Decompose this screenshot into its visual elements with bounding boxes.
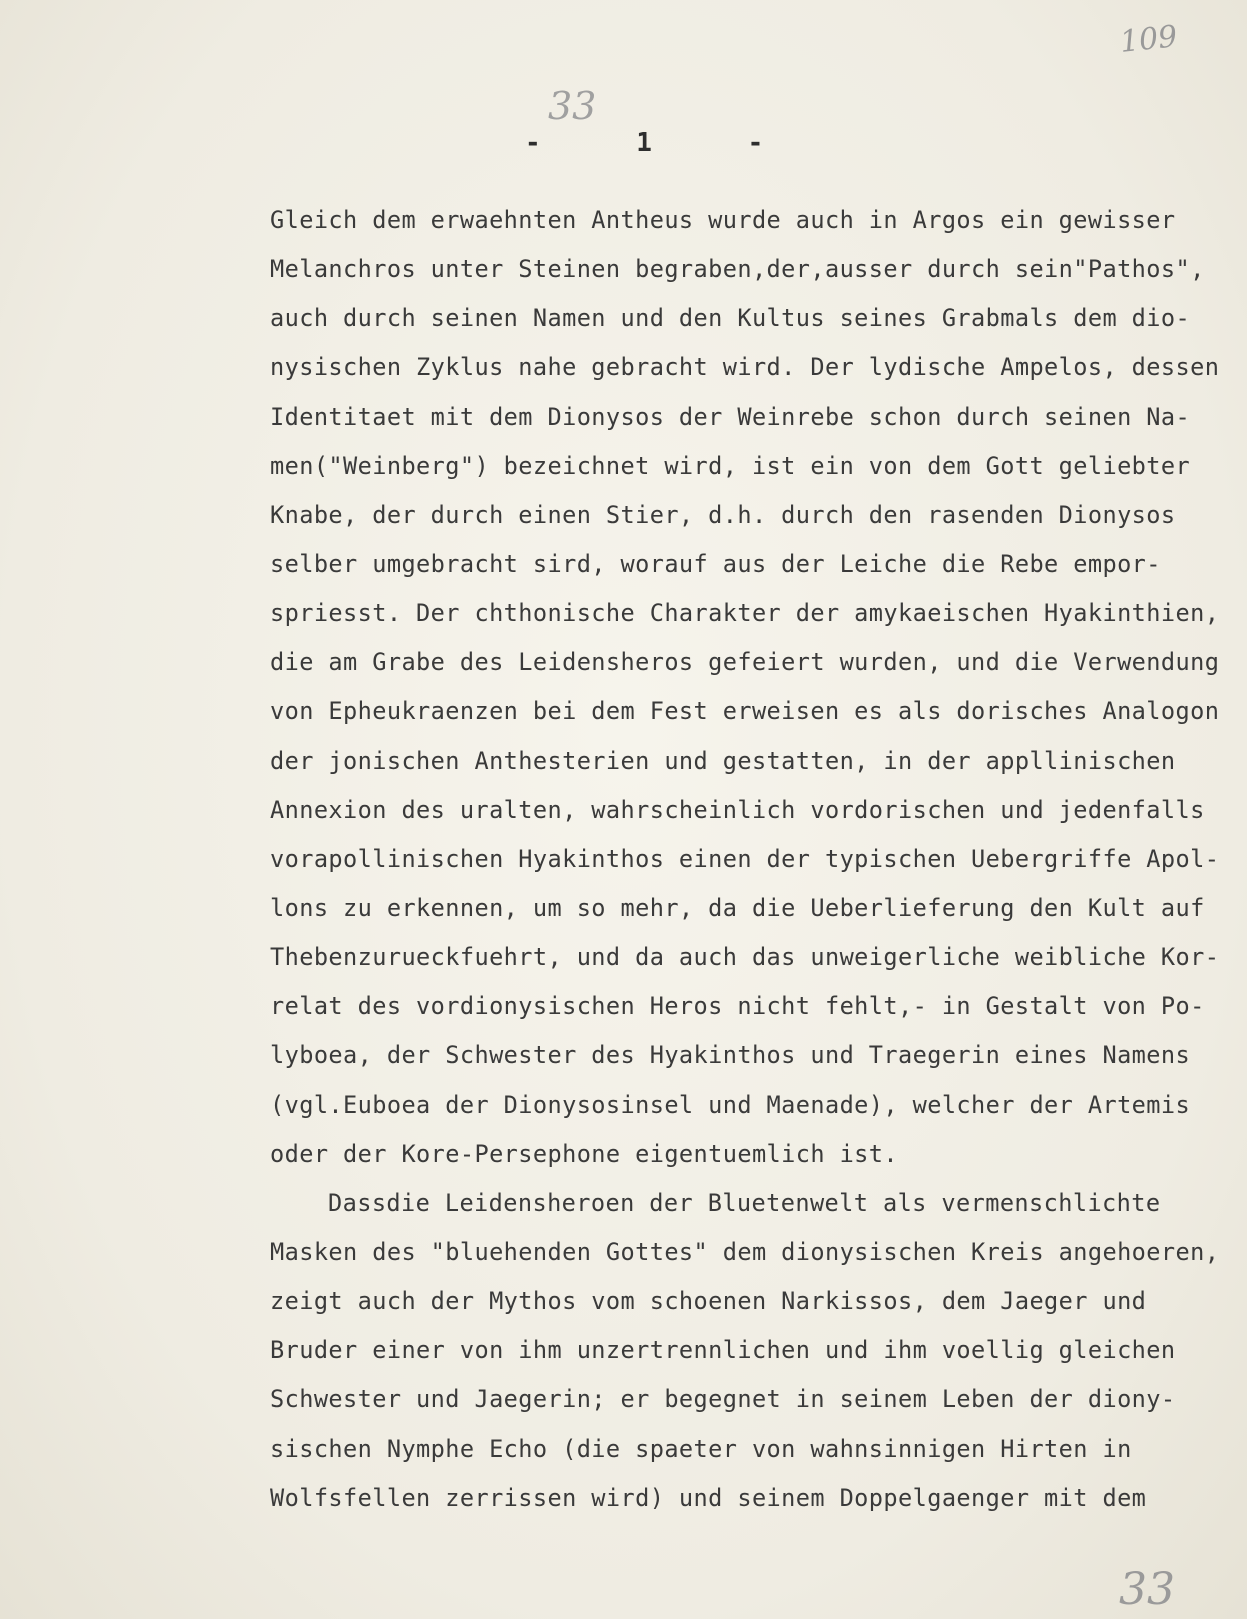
- text-line: Masken des "bluehenden Gottes" dem dionysischen Kreis angehoeren,: [270, 1237, 1220, 1266]
- pencil-page-number: 33: [548, 84, 597, 128]
- text-line: Schwester und Jaegerin; er begegnet in seinem Leben der diony-: [270, 1385, 1176, 1414]
- text-line: vorapollinischen Hyakinthos einen der typischen Uebergriffe Apol-: [270, 844, 1220, 873]
- text-line: Bruder einer von ihm unzertrennlichen und ihm voellig gleichen: [270, 1336, 1176, 1365]
- text-line: auch durch seinen Namen und den Kultus seines Grabmals dem dio-: [270, 304, 1191, 333]
- text-line: Thebenzurueckfuehrt, und da auch das unweigerliche weibliche Kor-: [270, 943, 1220, 972]
- text-line: oder der Kore-Persephone eigentuemlich ist.: [270, 1139, 898, 1168]
- paragraph-start-line: Dassdie Leidensheroen der Bluetenwelt als vermenschlichte: [328, 1188, 1161, 1217]
- text-line: Wolfsfellen zerrissen wird) und seinem Doppelgaenger mit dem: [270, 1483, 1147, 1512]
- text-line: men("Weinberg") bezeichnet wird, ist ein von dem Gott geliebter: [270, 451, 1191, 480]
- text-line: Annexion des uralten, wahrscheinlich vordorischen und jedenfalls: [270, 795, 1205, 824]
- archive-page-number: 109: [1118, 19, 1179, 60]
- text-line: Melanchros unter Steinen begraben,der,ausser durch sein"Pathos",: [270, 255, 1205, 284]
- text-line: lyboea, der Schwester des Hyakinthos und Traegerin eines Namens: [270, 1041, 1191, 1070]
- text-line: sischen Nymphe Echo (die spaeter von wahnsinnigen Hirten in: [270, 1434, 1132, 1463]
- text-line: Identitaet mit dem Dionysos der Weinrebe schon durch seinen Na-: [270, 402, 1191, 431]
- text-line: selber umgebracht sird, worauf aus der Leiche die Rebe empor-: [270, 549, 1161, 578]
- text-line: nysischen Zyklus nahe gebracht wird. Der lydische Ampelos, dessen: [270, 353, 1220, 382]
- bottom-pencil-number: 33: [1119, 1564, 1175, 1615]
- text-line: Knabe, der durch einen Stier, d.h. durch den rasenden Dionysos: [270, 500, 1176, 529]
- typed-page-number: - 1 -: [525, 128, 804, 158]
- text-line: von Epheukraenzen bei dem Fest erweisen es als dorisches Analogon: [270, 697, 1220, 726]
- text-line: lons zu erkennen, um so mehr, da die Ueberlieferung den Kult auf: [270, 893, 1205, 922]
- typed-body-text: [270, 196, 1230, 1523]
- text-line: spriesst. Der chthonische Charakter der amykaeischen Hyakinthien,: [270, 599, 1220, 628]
- text-line: die am Grabe des Leidensheros gefeiert wurden, und die Verwendung: [270, 648, 1220, 677]
- text-line: der jonischen Anthesterien und gestatten, in der appllinischen: [270, 746, 1176, 775]
- text-line: (vgl.Euboea der Dionysosinsel und Maenade), welcher der Artemis: [270, 1090, 1191, 1119]
- text-line: zeigt auch der Mythos vom schoenen Narkissos, dem Jaeger und: [270, 1287, 1147, 1316]
- text-line: relat des vordionysischen Heros nicht fehlt,- in Gestalt von Po-: [270, 992, 1205, 1021]
- text-line: Gleich dem erwaehnten Antheus wurde auch in Argos ein gewisser: [270, 206, 1176, 234]
